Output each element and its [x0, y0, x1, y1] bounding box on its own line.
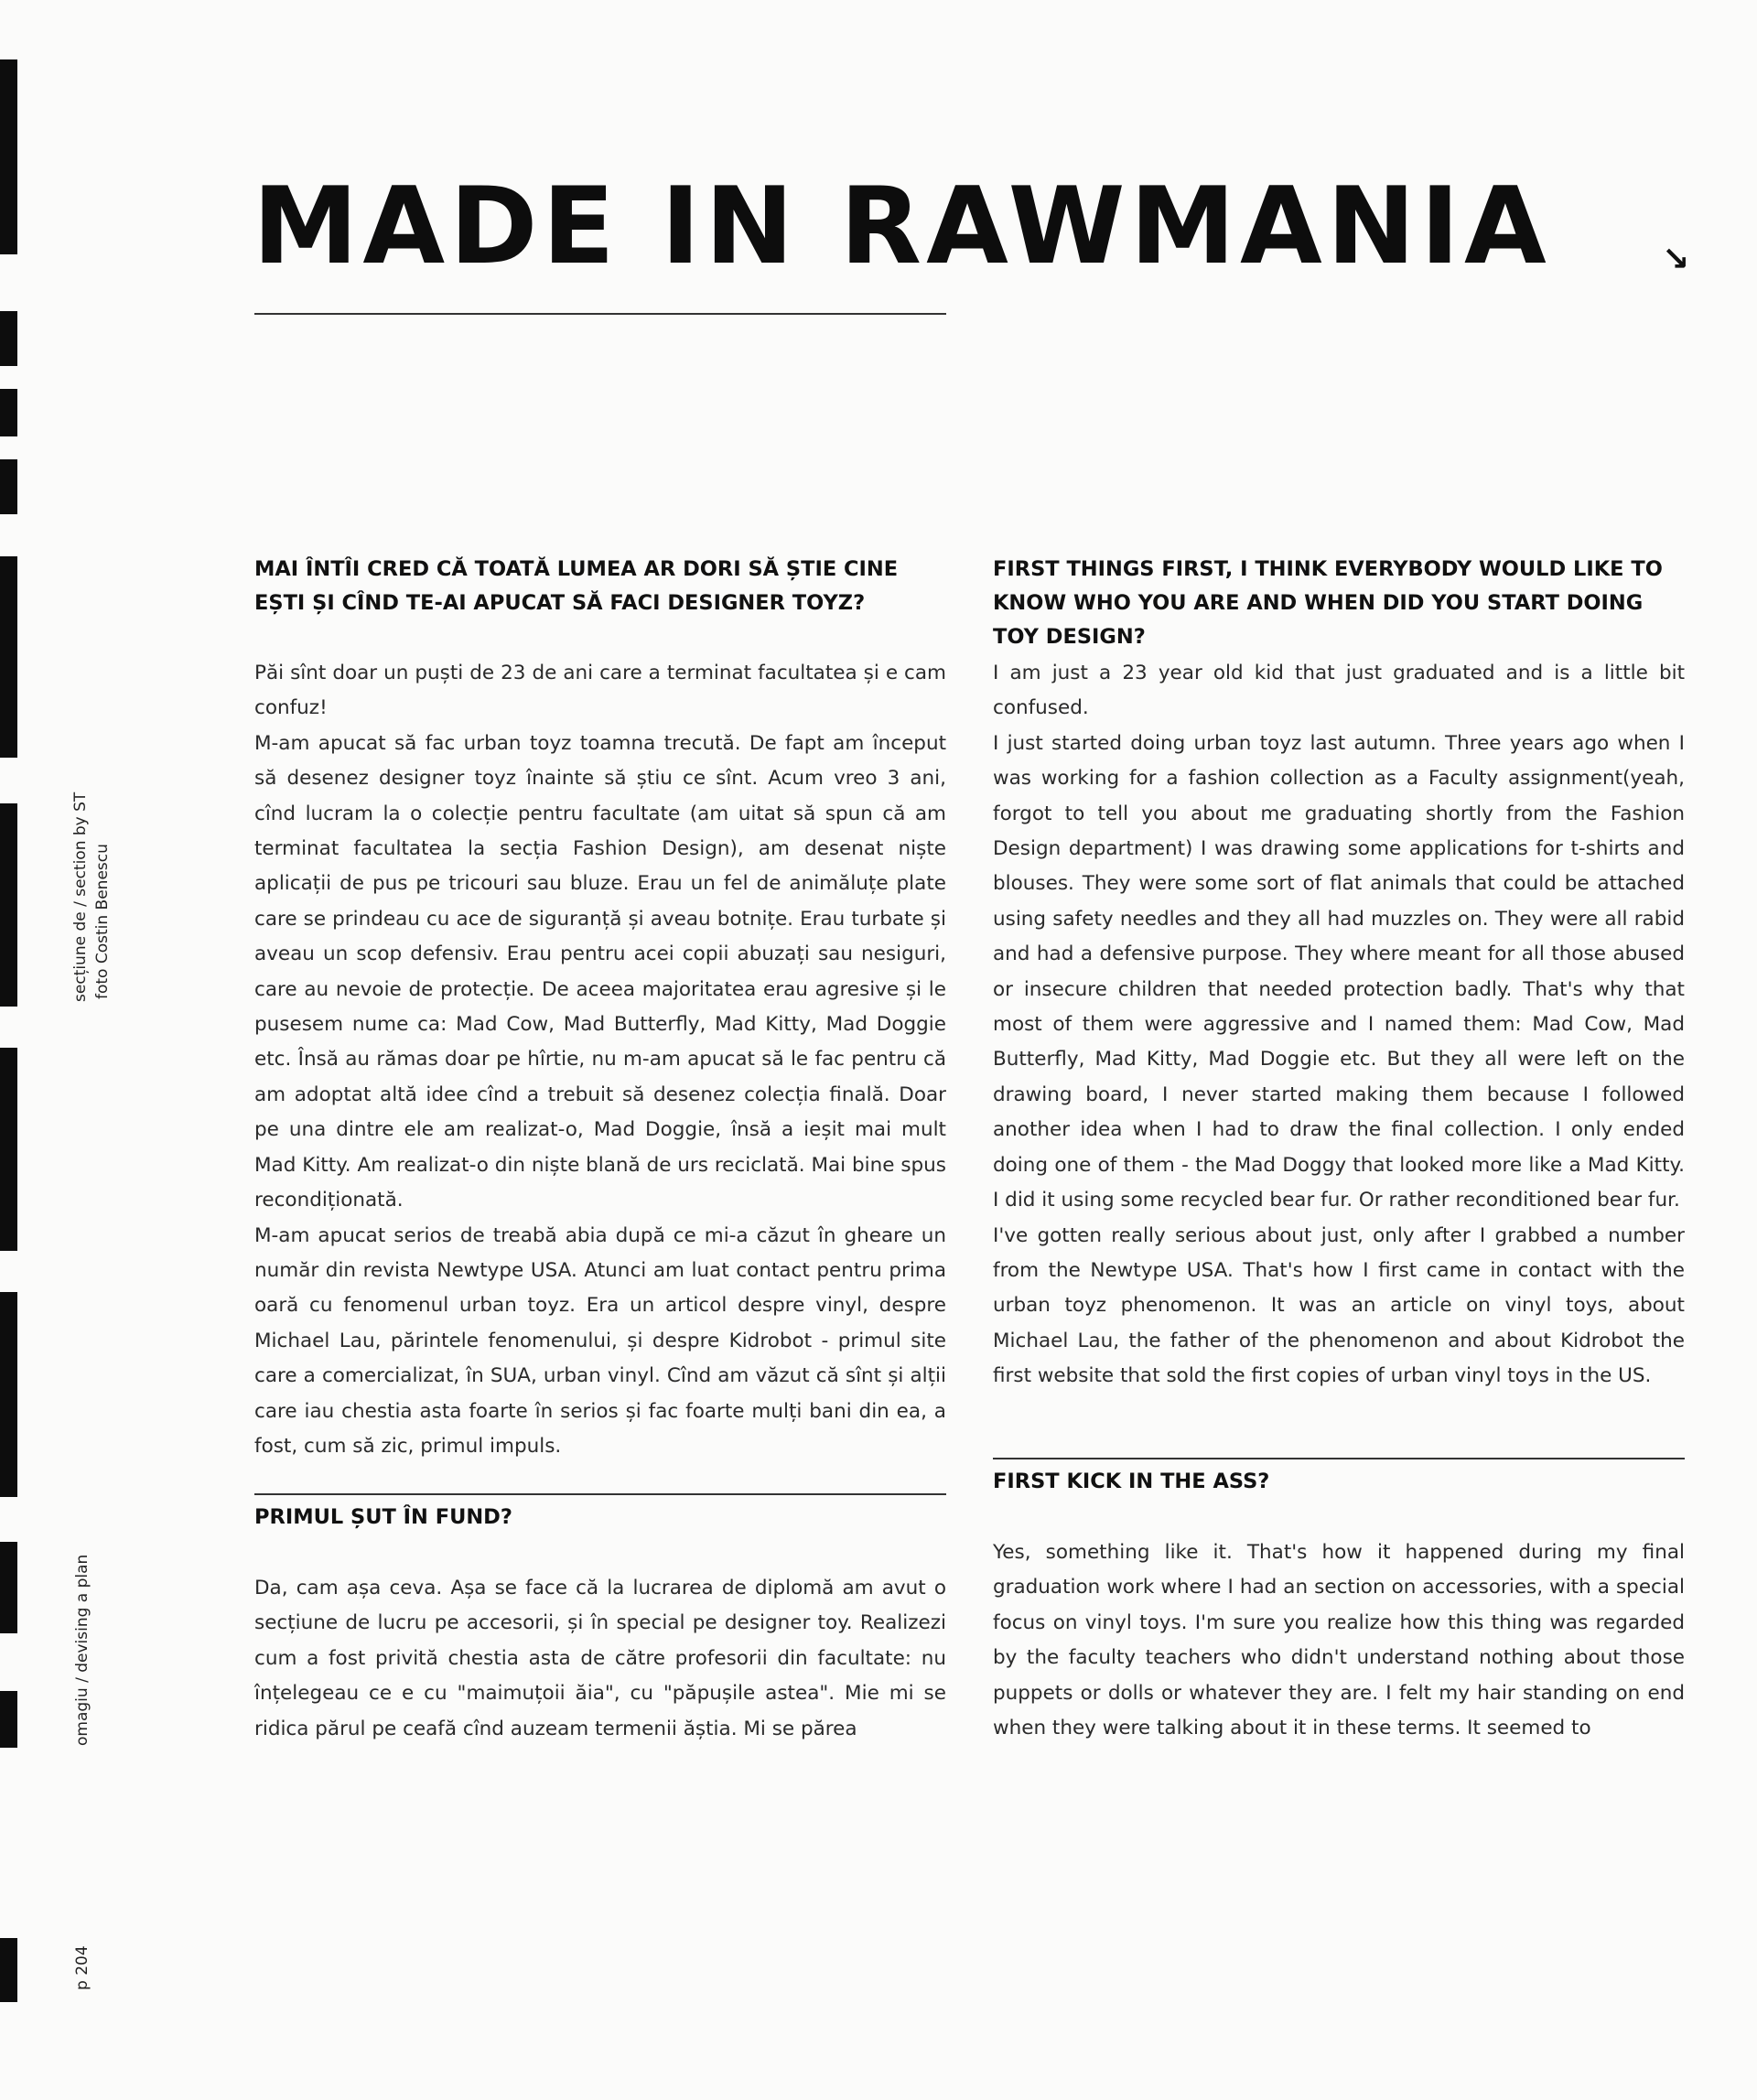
paragraph: Păi sînt doar un puști de 23 de ani care a terminat facultatea și e cam confuz!: [254, 662, 946, 720]
edge-bar: [0, 1292, 17, 1497]
credits-section: secțiune de / section by ST: [71, 792, 90, 1002]
edge-bar: [0, 59, 17, 254]
magazine-section-label: omagiu / devising a plan: [73, 1554, 92, 1746]
edge-bar: [0, 1048, 17, 1251]
edge-bar: [0, 311, 17, 366]
section-divider: [993, 1458, 1685, 1459]
paragraph: I just started doing urban toyz last autumn. Three years ago when I was working for a fashion collection as a Faculty assignment(yeah, forgot to tell you about me graduating shortly from the Fashion Design department) I was drawing some applications for t-shirts and blouses. They were some sort of flat animals that could be attached using safety needles and they all had muzzles on. They were all rabid and had a defensive purpose. They where meant for all those abused or insecure children that needed protection badly. That's why that most of them were aggressive and I named them: Mad Cow, Mad Butterfly, Mad Kitty, Mad Doggie etc. But they all were left on the drawing board, I never started making them because I followed another idea when I had to draw the final collection. I only ended doing one of them - the Mad Doggy that looked more like a Mad Kitty. I did it using some recycled bear fur. Or rather reconditioned bear fur.: [993, 731, 1685, 1212]
answer-2-en: [993, 1535, 1685, 1746]
paragraph: I've gotten really serious about just, only after I grabbed a number from the Newtype USA. That's how I first came in contact with the urban toyz phenomenon. It was an article on vinyl toys, about Michael Lau, the father of the phenomenon and about Kidrobot the first website that sold the first copies of urban vinyl toys in the US.: [993, 1223, 1685, 1388]
answer-2-ro: [254, 1571, 946, 1747]
right-column-q2: [993, 1465, 1685, 1499]
question-2-ro: PRIMUL ȘUT ÎN FUND?: [254, 1505, 512, 1529]
edge-bar: [0, 556, 17, 758]
edge-bar: [0, 389, 17, 436]
paragraph: I am just a 23 year old kid that just graduated and is a little bit confused.: [993, 662, 1685, 720]
page-title: MADE IN RAWMANIA: [253, 165, 1551, 288]
left-column: [254, 553, 946, 620]
edge-bar: [0, 1542, 17, 1633]
question-1-en: FIRST THINGS FIRST, I THINK EVERYBODY WOULD LIKE TO KNOW WHO YOU ARE AND WHEN DID YOU START DOING TOY DESIGN?: [993, 557, 1663, 649]
page-number: p 204: [73, 1945, 92, 1990]
right-column: [993, 553, 1685, 654]
question-1-ro: MAI ÎNTÎI CRED CĂ TOATĂ LUMEA AR DORI SĂ ȘTIE CINE EȘTI ȘI CÎND TE-AI APUCAT SĂ FACI DESIGNER TOYZ?: [254, 557, 899, 615]
edge-bar: [0, 803, 17, 1007]
arrow-down-right-icon: ↘: [1662, 241, 1690, 278]
edge-bar: [0, 1938, 17, 2002]
section-divider: [254, 1493, 946, 1495]
answer-1-ro: [254, 656, 946, 1464]
paragraph: Da, cam așa ceva. Așa se face că la lucrarea de diplomă am avut o secțiune de lucru pe accesorii, și în special pe designer toy. Realizezi cum a fost privită chestia asta de către profesorii din facultate: nu înțelegeau ce e cu "maimuțoii ăia", cu "păpușile astea". Mie mi se ridica părul pe ceafă cînd auzeam termenii ăștia. Mi se părea: [254, 1577, 946, 1740]
question-2-en: FIRST KICK IN THE ASS?: [993, 1470, 1270, 1493]
left-column-q2: [254, 1501, 946, 1535]
paragraph: Yes, something like it. That's how it happened during my final graduation work where I had an section on accessories, with a special focus on vinyl toys. I'm sure you realize how this thing was regarded by the faculty teachers who didn't understand nothing about those puppets or dolls or whatever they are. I felt my hair standing on end when they were talking about it in these terms. It seemed to: [993, 1541, 1685, 1740]
paragraph: M-am apucat să fac urban toyz toamna trecută. De fapt am început să desenez designer toyz înainte să știu ce sînt. Acum vreo 3 ani, cînd lucram la o colecție pentru facultate (am uitat să spun că am terminat facultatea la secția Fashion Design), am desenat niște aplicații de pus pe tricouri sau bluze. Erau un fel de animăluțe plate care se prindeau cu ace de siguranță și aveau botnițe. Erau turbate și aveau un scop defensiv. Erau pentru acei copii abuzați sau nesiguri, care au nevoie de protecție. De aceea majoritatea erau agresive și le pusesem nume ca: Mad Cow, Mad Butterfly, Mad Kitty, Mad Doggie etc. Însă au rămas doar pe hîrtie, nu m-am apucat să le fac pentru că am adoptat altă idee cînd a trebuit să desenez colecția finală. Doar pe una dintre ele am realizat-o, Mad Doggie, însă a ieșit mai mult Mad Kitty. Am realizat-o din niște blană de urs reciclată. Mai bine spus recondiționată.: [254, 731, 946, 1212]
title-divider: [254, 313, 946, 315]
answer-1-en: [993, 656, 1685, 1395]
edge-bar: [0, 1691, 17, 1748]
paragraph: M-am apucat serios de treabă abia după ce mi-a căzut în gheare un număr din revista Newtype USA. Atunci am luat contact pentru prima oară cu fenomenul urban toyz. Era un articol despre vinyl, despre Michael Lau, părintele fenomenului, și despre Kidrobot - primul site care a comercializat, în SUA, urban vinyl. Cînd am văzut că sînt și alții care iau chestia asta foarte în serios și fac foarte mulți bani din ea, a fost, cum să zic, primul impuls.: [254, 1223, 946, 1458]
edge-bar: [0, 459, 17, 514]
credits-photo: foto Costin Benescu: [93, 844, 112, 999]
